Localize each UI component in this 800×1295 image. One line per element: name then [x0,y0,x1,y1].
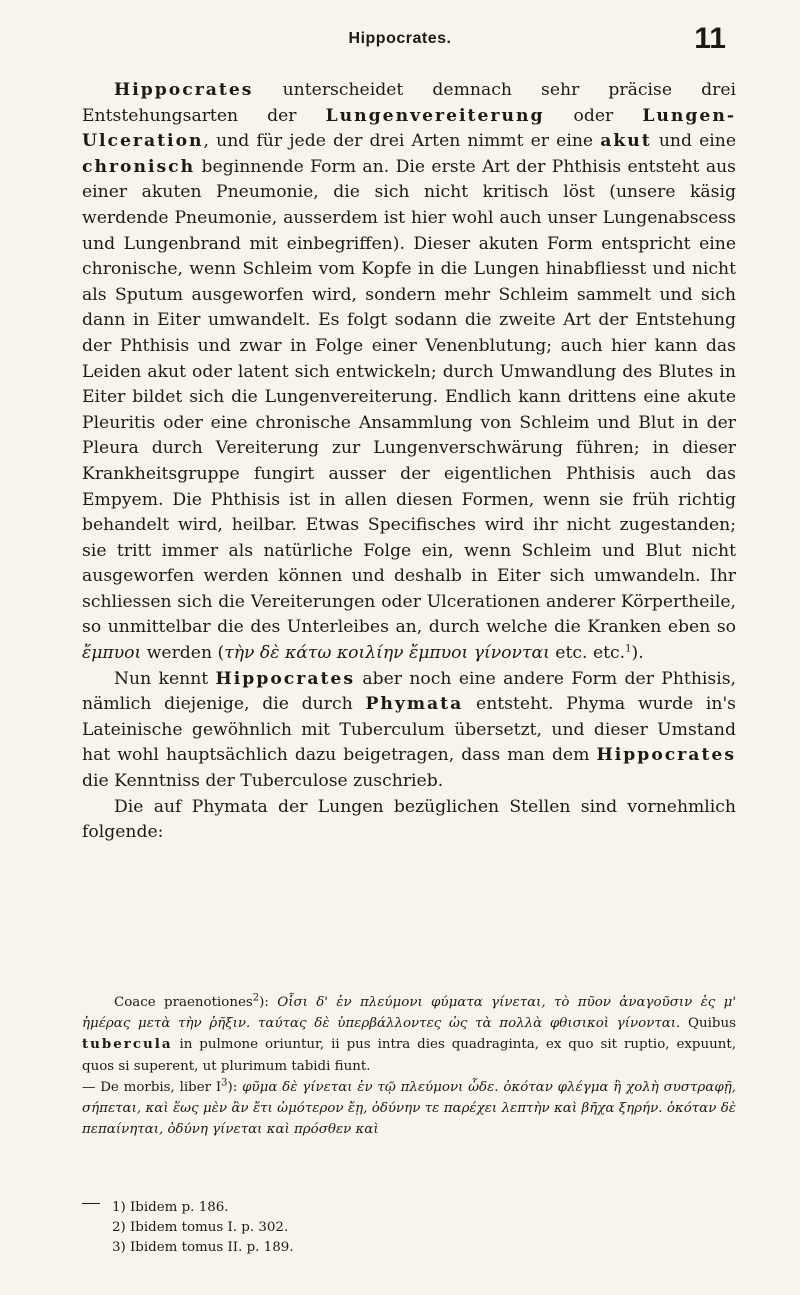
footnote-2 [82,1218,736,1238]
text-run: entsteht. Phyma wurde in's Lateinische gewöhnlich mit Tuberculum übersetzt, und dieser Umstand hat wohl hauptsächlich dazu beigetragen, dass man dem [82,694,737,766]
footnote-text: Ibidem tomus I. p. 302. [130,1220,289,1235]
text-run: oder [544,105,643,126]
paragraph-2 [82,667,736,795]
text-run: aber noch eine andere Form der Phthisis, nämlich diejenige, die durch [82,668,736,715]
quote-de-morbis [82,1077,736,1141]
term-chronisch: chronisch [82,156,196,177]
footnote-text: Ibidem p. 186. [130,1200,229,1215]
text-run: unterscheidet demnach sehr präcise drei Entstehungsarten der [82,80,736,126]
term-lungenvereiterung: Lungenvereiterung [325,105,545,126]
footnote-ref-2[interactable]: 2 [252,992,260,1004]
term-lungen-ulceration: Lungen-Ulceration [82,105,736,152]
greek-word: ἔμπυοι [82,643,142,664]
text-run: und eine [651,131,736,152]
latin-text: in pulmone oriuntur, ii pus intra dies quadraginta, ex quo sit ruptio, expuunt, quos si superent, ut plurimum tabidi fiunt. [82,1037,736,1074]
page-header [0,22,800,62]
running-head: Hippocrates. [348,30,452,47]
text-run: ): [227,1079,243,1095]
text-run: ). [631,643,644,664]
greek-quote: Οἷσι δ' ἐν πλεύμονι φύματα γίνεται, τὸ πῦον ἀναγοῦσιν ἐς μ' ἡμέρας μετὰ τὴν ῥῆξιν. ταύτας δὲ ὑπερβάλλοντες ὡς τὰ πολλὰ φθισικοὶ γίνονται. [82,995,736,1032]
footnote-1 [82,1198,736,1218]
footnote-number: 2) [112,1220,126,1235]
paragraph-3: Die auf Phymata der Lungen bezüglichen Stellen sind vornehmlich folgende: [82,796,736,843]
text-run: Nun kennt [114,668,216,689]
quote-source: — De morbis, liber I [82,1079,222,1095]
footnote-ref-1[interactable]: 1 [625,643,632,655]
page-number: 11 [694,22,726,55]
text-run: die Kenntniss der Tuberculose zuschrieb. [82,771,444,792]
quotation-block [82,992,736,1140]
text-run: ): [259,995,278,1010]
text-run: etc. etc. [549,643,626,664]
text-run: werden ( [141,643,225,664]
quote-coace [82,992,736,1077]
term-akut: akut [600,131,652,152]
text-run: beginnende Form an. Die erste Art der Phthisis entsteht aus einer akuten Pneumonie, die sich nicht kritisch löst (unsere käsig werdende Pneumonie, ausserdem ist hier wohl auch unser Lungenabscess und Lungenbrand mit einbegriffen). Dieser akuten Form entspricht eine chronische, wenn Schleim vom Kopfe in die Lungen hinabfliesst und nicht als Sputum ausgeworfen wird, sondern mehr Schleim sammelt und sich dann in Eiter umwandelt. Es folgt sodann die zweite Art der Entstehung der Phthisis und zwar in Folge einer Venenblutung; auch hier kann das Leiden akut oder latent sich entwickeln; durch Umwandlung des Blutes in Eiter bildet sich die Lungenvereiterung. Endlich kann drittens eine akute Pleuritis oder eine chronische Ansammlung von Schleim und Blut in der Pleura durch Vereiterung zur Lungenverschwärung führen; in dieser Krankheitsgruppe fungirt ausser der eigentlichen Phthisis auch das Empyem. Die Phthisis ist in allen diesen Formen, wenn sie früh richtig behandelt wird, heilbar. Etwas Specifisches wird ihr nicht zugestanden; sie tritt immer als natürliche Folge ein, wenn Schleim und Blut nicht ausgeworfen werden können und deshalb in Eiter sich umwandeln. Ihr schliessen sich die Vereiterungen oder Ulcerationen anderer Körpertheile, so unmittelbar die des Unterleibes an, durch welche die Kranken eben so [82,156,736,638]
latin-text: Quibus [680,1016,736,1032]
footnotes [82,1198,736,1258]
footnote-number: 3) [112,1240,126,1255]
footnote-number: 1) [112,1200,126,1215]
term-phymata: Phymata [365,694,464,715]
text-run: , und für jede der drei Arten nimmt er eine [203,131,601,152]
main-text [82,78,736,846]
footnote-ref-3[interactable]: 3 [221,1077,228,1089]
greek-quote: φῦμα δὲ γίνεται ἐν τῷ πλεύμονι ὧδε. ὁκόταν φλέγμα ἢ χολὴ συστραφῇ, σήπεται, καὶ ἕως μὲν ἂν ἔτι ὠμότερον ἔῃ, ὀδύνην τε παρέχει λεπτὴν καὶ βῆχα ξηρήν. ὁκόταν δὲ πεπαίνηται, ὀδύνη γίνεται καὶ πρόσθεν καὶ [82,1079,736,1138]
footnote-text: Ibidem tomus II. p. 189. [130,1240,294,1255]
greek-phrase: τὴν δὲ κάτω κοιλίην ἔμπυοι γίνονται [224,643,550,664]
name-hippocrates: Hippocrates [114,80,254,100]
quote-source: Coace praenotiones [114,995,253,1010]
name-hippocrates: Hippocrates [596,745,736,766]
footnote-3 [82,1238,736,1258]
paragraph-1 [82,78,736,667]
name-hippocrates: Hippocrates [215,668,356,689]
latin-term: tubercula [82,1036,173,1053]
